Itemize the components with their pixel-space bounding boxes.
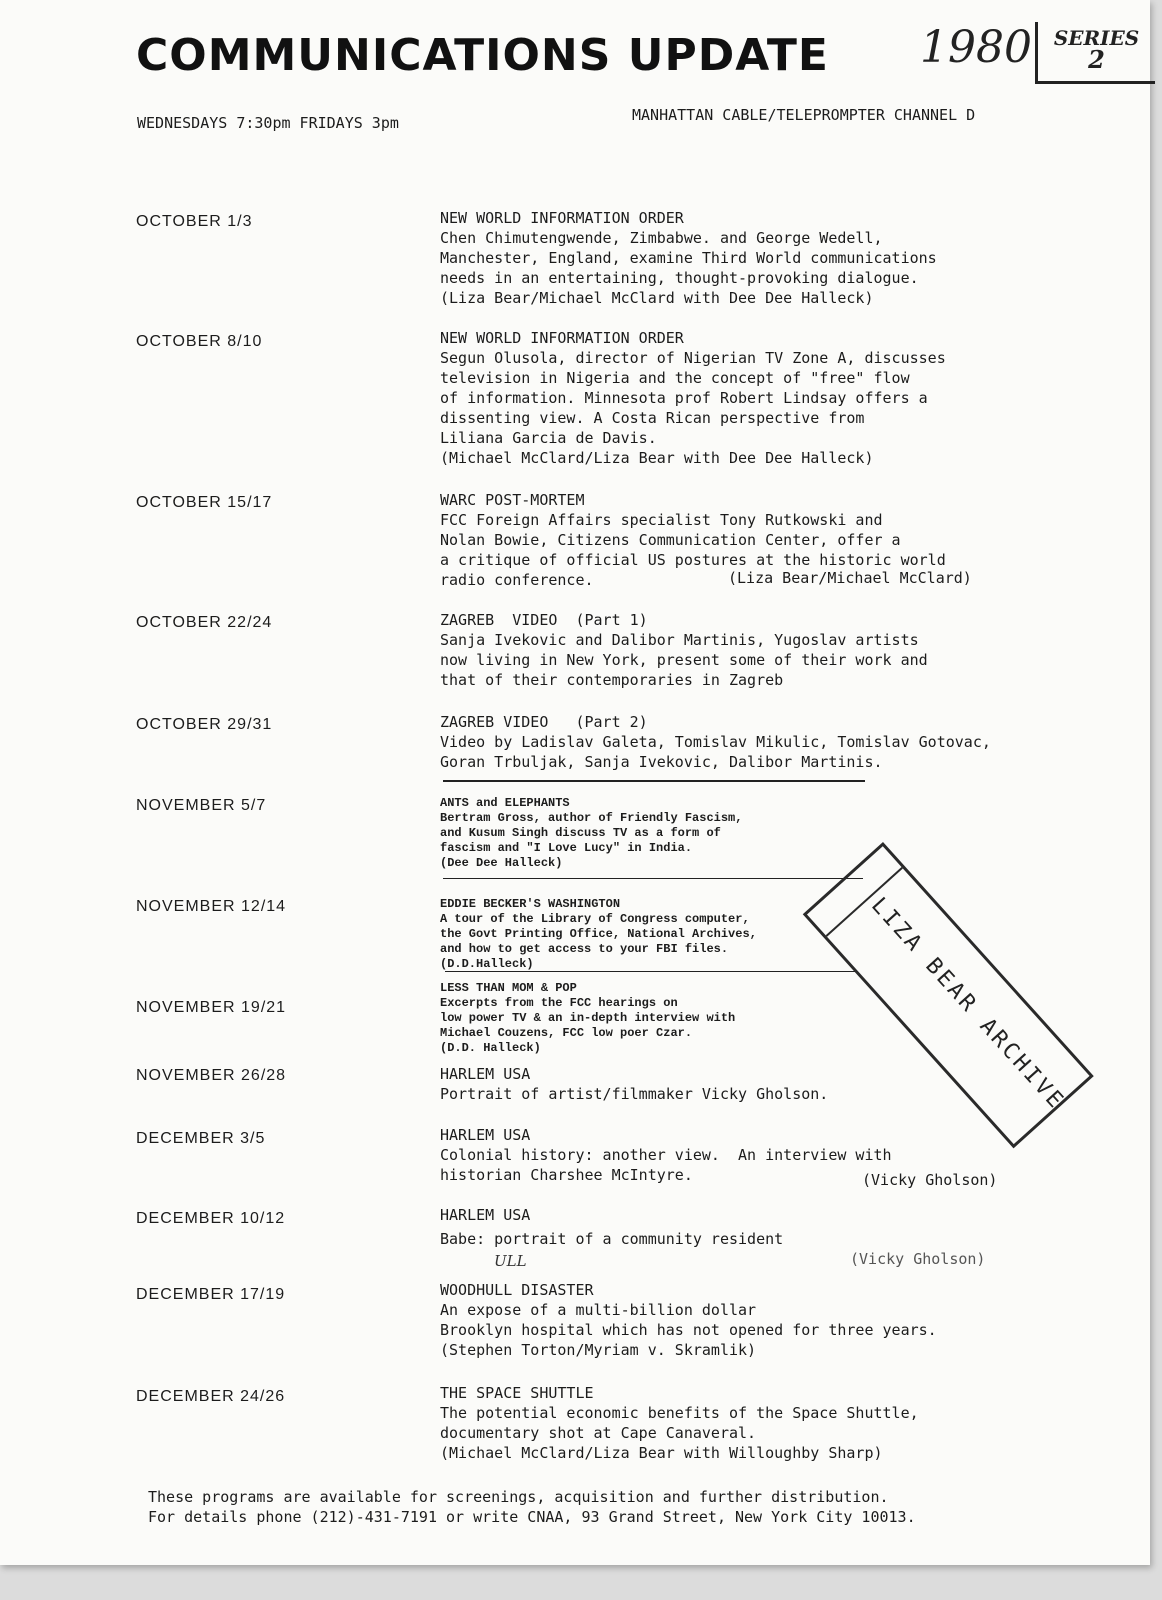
program-entry (440, 208, 937, 308)
program-title: NEW WORLD INFORMATION ORDER (440, 209, 684, 227)
program-date: NOVEMBER 12/14 (136, 898, 287, 915)
program-title: ZAGREB VIDEO (Part 1) (440, 611, 648, 629)
program-description: Portrait of artist/filmmaker Vicky Gholson. (440, 1085, 829, 1103)
handwritten-correction: ULL (494, 1252, 527, 1270)
program-entry (440, 796, 742, 871)
program-title: WOODHULL DISASTER (440, 1281, 594, 1299)
section-divider (443, 878, 863, 879)
program-description: Bertram Gross, author of Friendly Fascism, and Kusum Singh discuss TV as a form of fascism and "I Love Lucy" in India. (Dee Dee Halleck) (440, 811, 743, 870)
program-description: The potential economic benefits of the Space Shuttle, documentary shot at Cape Canaveral. (Michael McClard/Liza Bear with Willoughby Sharp) (440, 1404, 919, 1462)
program-entry (440, 328, 946, 468)
program-entry (440, 897, 757, 972)
program-date: NOVEMBER 19/21 (136, 999, 287, 1016)
handwritten-year: 1980 (920, 22, 1032, 73)
program-description: Colonial history: another view. An interview with historian Charshee McIntyre. (440, 1146, 892, 1184)
program-description: FCC Foreign Affairs specialist Tony Rutkowski and Nolan Bowie, Citizens Communication Center, offer a a critique of official US postures at the historic world radio conference. (440, 511, 946, 589)
stamp-text: LIZA BEAR ARCHIVE (865, 893, 1070, 1116)
program-date: DECEMBER 3/5 (136, 1130, 266, 1147)
section-divider (445, 971, 855, 972)
program-title: THE SPACE SHUTTLE (440, 1384, 594, 1402)
program-title: LESS THAN MOM & POP (440, 981, 577, 995)
program-description: Video by Ladislav Galeta, Tomislav Mikulic, Tomislav Gotovac, Goran Trbuljak, Sanja Ivekovic, Dalibor Martinis. (440, 733, 991, 771)
program-entry (440, 712, 991, 772)
handwritten-series-note (1035, 22, 1155, 84)
program-date: OCTOBER 8/10 (136, 333, 263, 350)
program-description: Babe: portrait of a community resident (440, 1230, 784, 1248)
program-description: Segun Olusola, director of Nigerian TV Zone A, discusses television in Nigeria and the concept of "free" flow of information. Minnesota prof Robert Lindsay offers a dissenting view. A Costa Rican perspective from Liliana Garcia de Davis. (Michael McClard/Liza Bear with Dee Dee Halleck) (440, 349, 946, 467)
program-credit: (Vicky Gholson) (850, 1250, 986, 1268)
program-title: HARLEM USA (440, 1126, 531, 1144)
program-date: OCTOBER 22/24 (136, 614, 273, 631)
program-date: NOVEMBER 26/28 (136, 1067, 287, 1084)
page-title: COMMUNICATIONS UPDATE (136, 30, 829, 81)
program-entry (440, 1125, 892, 1185)
program-entry (440, 1383, 919, 1463)
program-entry (440, 1280, 937, 1360)
program-date: OCTOBER 29/31 (136, 716, 273, 733)
distribution-note (148, 1487, 916, 1527)
program-title: EDDIE BECKER'S WASHINGTON (440, 897, 621, 911)
program-description: Chen Chimutengwende, Zimbabwe. and George Wedell, Manchester, England, examine Third World communications needs in an entertaining, thought-provoking dialogue. (Liza Bear/Michael McClard with Dee Dee Halleck) (440, 229, 937, 307)
distribution-note-line: These programs are available for screenings, acquisition and further distribution. (148, 1488, 889, 1506)
program-title: HARLEM USA (440, 1206, 531, 1224)
program-date: OCTOBER 15/17 (136, 494, 273, 511)
program-description: Sanja Ivekovic and Dalibor Martinis, Yugoslav artists now living in New York, present some of their work and that of their contemporaries in Zagreb (440, 631, 928, 689)
program-title: ZAGREB VIDEO (Part 2) (440, 713, 648, 731)
program-title: HARLEM USA (440, 1065, 531, 1083)
program-title: WARC POST-MORTEM (440, 491, 585, 509)
program-title: NEW WORLD INFORMATION ORDER (440, 329, 684, 347)
program-date: DECEMBER 10/12 (136, 1210, 286, 1227)
handwritten-series-number: 2 (1088, 45, 1105, 74)
section-divider (443, 780, 865, 782)
broadcast-schedule: WEDNESDAYS 7:30pm FRIDAYS 3pm (137, 114, 399, 132)
program-description: A tour of the Library of Congress computer, the Govt Printing Office, National Archives, and how to get access to your FBI files. (D.D.Halleck) (440, 912, 757, 971)
program-entry (440, 1205, 783, 1249)
archive-stamp (803, 842, 1094, 1148)
program-date: NOVEMBER 5/7 (136, 797, 267, 814)
program-date: OCTOBER 1/3 (136, 213, 253, 230)
program-credit: (Liza Bear/Michael McClard) (728, 569, 972, 587)
program-entry (440, 1064, 828, 1104)
handwritten-series-word: SERIES (1053, 26, 1140, 50)
program-entry (440, 610, 928, 690)
program-description: An expose of a multi-billion dollar Brooklyn hospital which has not opened for three years. (Stephen Torton/Myriam v. Skramlik) (440, 1301, 937, 1359)
program-description: Excerpts from the FCC hearings on low power TV & an in-depth interview with Michael Couzens, FCC low poer Czar. (D.D. Halleck) (440, 996, 736, 1055)
channel-info: MANHATTAN CABLE/TELEPROMPTER CHANNEL D (632, 106, 976, 124)
program-date: DECEMBER 24/26 (136, 1388, 286, 1405)
program-date: DECEMBER 17/19 (136, 1286, 286, 1303)
program-credit: (Vicky Gholson) (862, 1171, 998, 1189)
program-title: ANTS and ELEPHANTS (440, 796, 570, 810)
program-entry (440, 981, 735, 1056)
contact-details-line: For details phone (212)-431-7191 or write CNAA, 93 Grand Street, New York City 10013. (148, 1508, 916, 1526)
